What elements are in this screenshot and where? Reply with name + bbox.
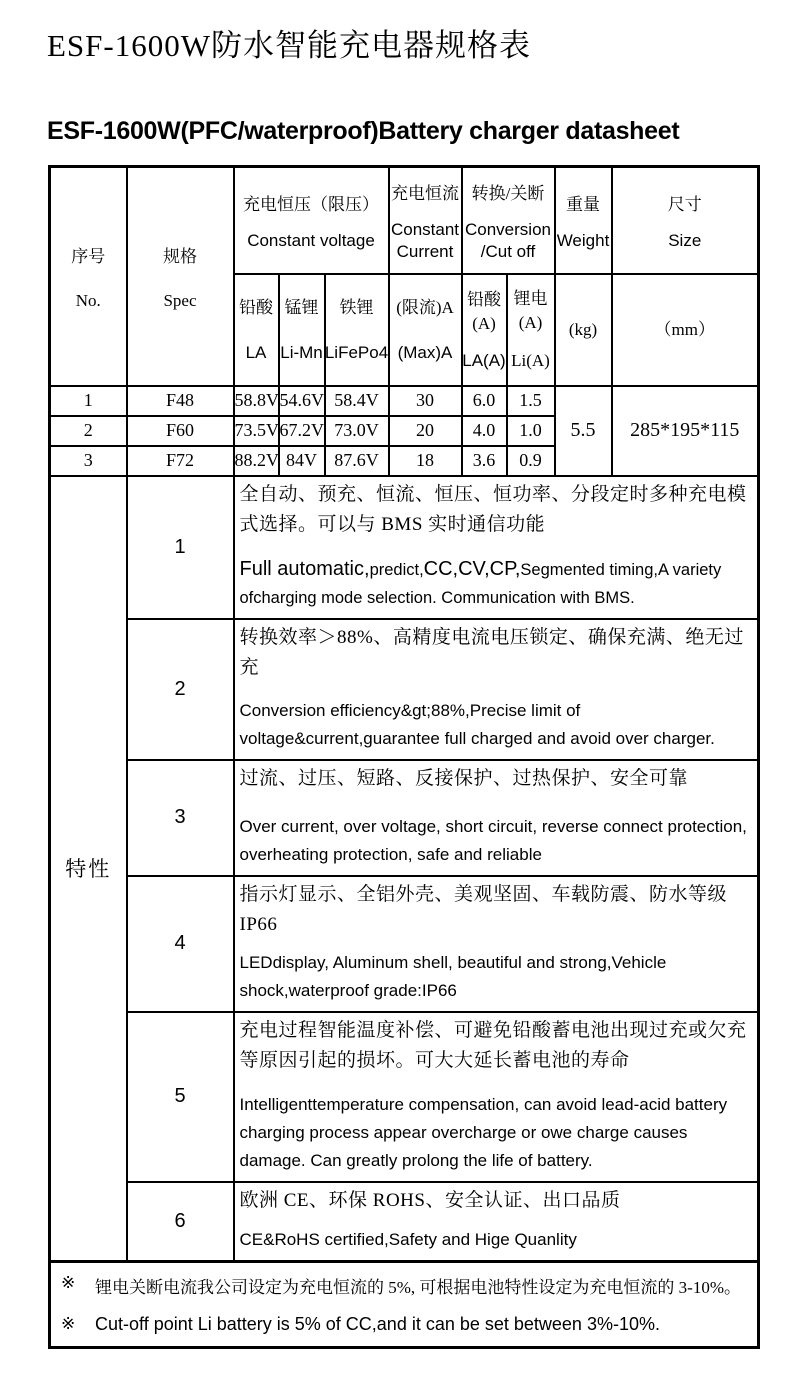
feature-row bbox=[50, 760, 759, 876]
col-header-weight-zh: 重量 bbox=[566, 194, 600, 214]
page-title: ESF-1600W防水智能充电器规格表 bbox=[47, 28, 531, 63]
col-header-no-zh: 序号 bbox=[71, 246, 106, 266]
subheader-li-amp-zh: 锂电 bbox=[513, 288, 548, 308]
subheader-la-zh: 铅酸 bbox=[239, 297, 273, 317]
col-header-cv-zh: 充电恒压（限压） bbox=[243, 194, 379, 214]
cell-li-cutoff: 0.9 bbox=[507, 446, 555, 476]
col-header-size-en: Size bbox=[668, 230, 702, 250]
col-header-cut-en2: /Cut off bbox=[480, 241, 536, 261]
col-header-constant-current bbox=[389, 167, 462, 274]
subheader-li-amp-en: Li(A) bbox=[511, 350, 550, 370]
cell-size: 285*195*115 bbox=[612, 386, 759, 476]
feature-en-part: Full automatic, bbox=[239, 557, 370, 580]
feature-number: 5 bbox=[174, 1085, 186, 1107]
features-label: 特性 bbox=[65, 857, 112, 881]
feature-zh-text: 转换效率＞88%、高精度电流电压锁定、确保充满、绝无过充 bbox=[239, 626, 744, 678]
feature-en-text: Intelligenttemperature compensation, can avoid lead-acid battery charging process appear overcharge or owe charge causes damage. Can greatly prolong the life of battery. bbox=[239, 1094, 728, 1170]
notes-row bbox=[50, 1261, 759, 1347]
feature-en-part: Segmented timing,A variety ofcharging mode selection. Communication with BMS. bbox=[239, 560, 722, 607]
feature-en-text: Over current, over voltage, short circuit, reverse connect protection, overheating protection, safe and reliable bbox=[239, 816, 747, 864]
feature-text-cell bbox=[234, 876, 759, 1012]
feature-text-cell bbox=[234, 476, 759, 619]
cell-no: 1 bbox=[50, 386, 127, 416]
col-header-cut-zh: 转换/关断 bbox=[471, 183, 545, 203]
cell-li-cutoff: 1.5 bbox=[507, 386, 555, 416]
col-header-size-zh: 尺寸 bbox=[667, 194, 702, 214]
feature-en-part: CC,CV,CP, bbox=[423, 557, 521, 580]
feature-number-cell bbox=[127, 476, 234, 619]
subheader-kg-label: (kg) bbox=[568, 319, 598, 339]
subheader-kg bbox=[555, 274, 612, 386]
subheader-la-amp-en: LA(A) bbox=[462, 350, 506, 370]
feature-en-part: predict, bbox=[369, 560, 424, 579]
cell-limn-voltage: 54.6V bbox=[279, 386, 325, 416]
subheader-la-en: LA bbox=[245, 342, 267, 362]
subheader-max-current bbox=[389, 274, 462, 386]
cell-la-voltage: 88.2V bbox=[234, 446, 279, 476]
feature-en-text bbox=[240, 555, 754, 612]
feature-number-cell bbox=[127, 876, 234, 1012]
subheader-limn-zh: 锰锂 bbox=[284, 297, 319, 317]
col-header-size bbox=[612, 167, 759, 274]
feature-number: 6 bbox=[174, 1209, 186, 1232]
table-row bbox=[50, 386, 759, 416]
cell-max-current: 30 bbox=[389, 386, 462, 416]
feature-en-text: Conversion efficiency&gt;88%,Precise limit of voltage&current,guarantee full charged and avoid over charger. bbox=[239, 700, 715, 748]
note-en-text: Cut-off point Li battery is 5% of CC,and it can be set between 3%-10%. bbox=[95, 1314, 660, 1335]
cell-max-current: 18 bbox=[389, 446, 462, 476]
feature-number: 1 bbox=[174, 535, 186, 558]
feature-text-cell bbox=[234, 1182, 759, 1262]
feature-zh-text: 指示灯显示、全铝外壳、美观坚固、车载防震、防水等级 IP66 bbox=[239, 883, 728, 935]
subheader-limit-zh: (限流)A bbox=[396, 297, 454, 317]
feature-text-cell bbox=[234, 619, 759, 760]
feature-row bbox=[50, 1182, 759, 1262]
notes-cell bbox=[50, 1261, 759, 1347]
page-subtitle: ESF-1600W(PFC/waterproof)Battery charger datasheet bbox=[47, 117, 680, 145]
feature-number-cell bbox=[127, 760, 234, 876]
subheader-la-amp-unit: (A) bbox=[472, 313, 496, 333]
feature-number-cell bbox=[127, 1182, 234, 1262]
col-header-weight-en: Weight bbox=[556, 230, 610, 250]
cell-spec: F60 bbox=[127, 416, 234, 446]
feature-number: 4 bbox=[174, 932, 186, 954]
cell-lifepo-voltage: 73.0V bbox=[325, 416, 389, 446]
cell-la-cutoff: 3.6 bbox=[462, 446, 507, 476]
cell-weight: 5.5 bbox=[555, 386, 612, 476]
feature-en-text: CE&RoHS certified,Safety and Hige Quanlity bbox=[239, 1229, 577, 1249]
features-label-cell bbox=[50, 476, 127, 1262]
subheader-la-amp bbox=[462, 274, 507, 386]
note-marker: ※ bbox=[61, 1272, 76, 1292]
cell-la-voltage: 73.5V bbox=[234, 416, 279, 446]
feature-zh-text: 过流、过压、短路、反接保护、过热保护、安全可靠 bbox=[239, 767, 689, 789]
col-header-conversion-cutoff bbox=[462, 167, 555, 274]
feature-en-text: LEDdisplay, Aluminum shell, beautiful and strong,Vehicle shock,waterproof grade:IP66 bbox=[239, 952, 667, 1000]
cell-limn-voltage: 67.2V bbox=[279, 416, 325, 446]
subheader-lead-acid bbox=[234, 274, 279, 386]
col-header-cc-en2: Current bbox=[396, 241, 454, 261]
feature-zh-text: 充电过程智能温度补偿、可避免铅酸蓄电池出现过充或欠充等原因引起的损坏。可大大延长蓄电池的寿命 bbox=[239, 1019, 747, 1071]
feature-number: 3 bbox=[174, 806, 186, 828]
subheader-lifepo4 bbox=[325, 274, 389, 386]
feature-row bbox=[50, 1012, 759, 1182]
feature-number-cell bbox=[127, 619, 234, 760]
subheader-limit-en: (Max)A bbox=[397, 342, 453, 362]
feature-number: 2 bbox=[174, 677, 186, 700]
note-line-zh bbox=[55, 1273, 753, 1298]
feature-text-cell bbox=[234, 1012, 759, 1182]
note-marker: ※ bbox=[61, 1314, 76, 1334]
cell-lifepo-voltage: 87.6V bbox=[325, 446, 389, 476]
feature-number-cell bbox=[127, 1012, 234, 1182]
col-header-cc-en1: Constant bbox=[390, 219, 460, 239]
cell-no: 2 bbox=[50, 416, 127, 446]
col-header-weight bbox=[555, 167, 612, 274]
col-header-spec-zh: 规格 bbox=[163, 246, 197, 266]
cell-no: 3 bbox=[50, 446, 127, 476]
feature-text-cell bbox=[234, 760, 759, 876]
subheader-li-amp bbox=[507, 274, 555, 386]
col-header-constant-voltage bbox=[234, 167, 389, 274]
feature-zh-text: 全自动、预充、恒流、恒压、恒功率、分段定时多种充电模式选择。可以与 BMS 实时通信功能 bbox=[239, 483, 747, 535]
cell-la-voltage: 58.8V bbox=[234, 386, 279, 416]
subheader-mm-label: （mm） bbox=[654, 319, 715, 339]
col-header-cut-en1: Conversion bbox=[465, 219, 551, 239]
cell-spec: F72 bbox=[127, 446, 234, 476]
subheader-la-amp-zh: 铅酸 bbox=[467, 289, 501, 309]
cell-spec: F48 bbox=[127, 386, 234, 416]
cell-max-current: 20 bbox=[389, 416, 462, 446]
cell-limn-voltage: 84V bbox=[279, 446, 325, 476]
col-header-no bbox=[50, 167, 127, 386]
spec-table bbox=[48, 165, 760, 1349]
cell-lifepo-voltage: 58.4V bbox=[325, 386, 389, 416]
col-header-cc-zh: 充电恒流 bbox=[391, 183, 459, 203]
cell-la-cutoff: 4.0 bbox=[462, 416, 507, 446]
subheader-lifepo-en: LiFePo4 bbox=[324, 342, 389, 362]
col-header-cv-en: Constant voltage bbox=[247, 230, 375, 250]
feature-row bbox=[50, 619, 759, 760]
subheader-limn-en: Li-Mn bbox=[280, 342, 323, 362]
feature-row bbox=[50, 476, 759, 619]
note-line-en bbox=[55, 1314, 753, 1335]
cell-li-cutoff: 1.0 bbox=[507, 416, 555, 446]
feature-zh-text: 欧洲 CE、环保 ROHS、安全认证、出口品质 bbox=[239, 1189, 621, 1211]
subheader-lifepo-zh: 铁锂 bbox=[339, 297, 374, 317]
col-header-no-en: No. bbox=[75, 290, 101, 310]
feature-row bbox=[50, 876, 759, 1012]
subheader-mm bbox=[612, 274, 759, 386]
col-header-spec bbox=[127, 167, 234, 386]
subheader-li-mn bbox=[279, 274, 325, 386]
cell-la-cutoff: 6.0 bbox=[462, 386, 507, 416]
note-zh-text: 锂电关断电流我公司设定为充电恒流的 5%, 可根据电池特性设定为充电恒流的 3-10%。 bbox=[95, 1277, 741, 1297]
col-header-spec-en: Spec bbox=[163, 290, 197, 310]
subheader-li-amp-unit: (A) bbox=[518, 312, 543, 332]
